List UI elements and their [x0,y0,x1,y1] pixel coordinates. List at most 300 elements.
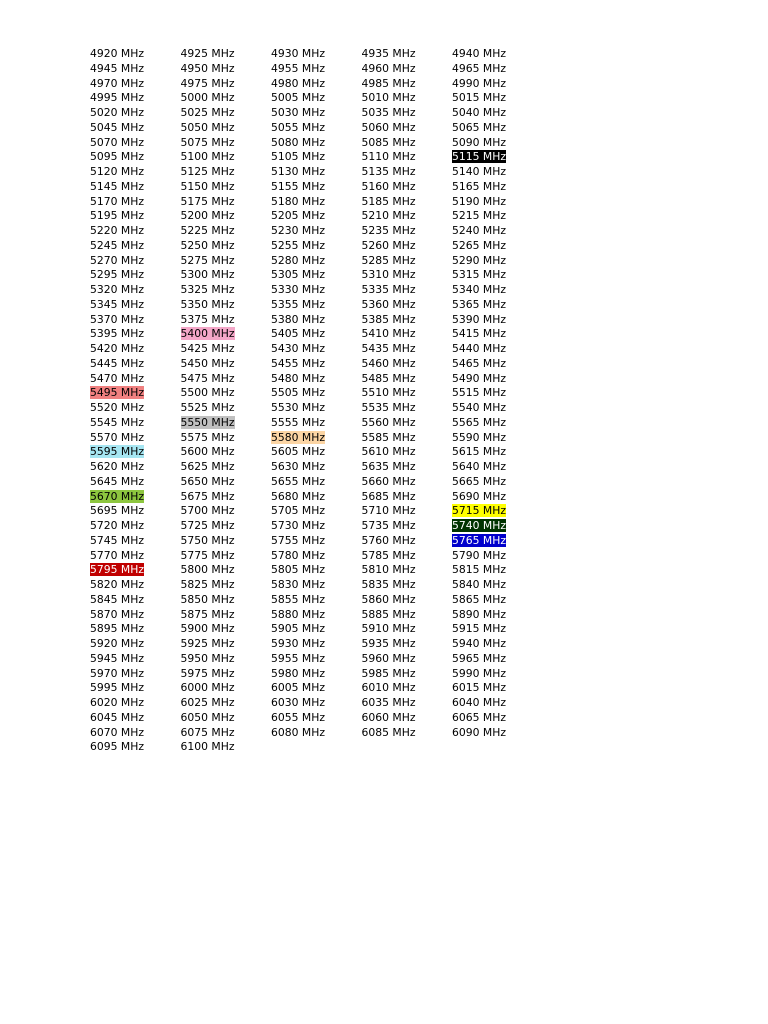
frequency-cell [90,518,181,533]
frequency-label: 5040 MHz [452,106,507,119]
frequency-cell [362,326,453,341]
frequency-label: 5990 MHz [452,666,507,680]
frequency-cell [90,341,181,356]
frequency-cell [271,636,362,651]
frequency-label: 5100 MHz [180,150,235,164]
frequency-label: 5875 MHz [180,607,235,621]
frequency-label: 5605 MHz [271,445,326,459]
frequency-cell [271,267,362,282]
frequency-cell [271,149,362,164]
frequency-label: 5615 MHz [452,445,507,459]
frequency-cell [271,312,362,327]
frequency-cell [181,666,272,681]
frequency-label: 5020 MHz [90,106,145,119]
frequency-label: 5535 MHz [361,401,416,414]
frequency-label: 6030 MHz [271,696,326,709]
frequency-label: 5085 MHz [361,135,416,149]
frequency-label: 5330 MHz [271,283,326,296]
frequency-cell [90,105,181,120]
frequency-cell [362,267,453,282]
frequency-cell [271,135,362,150]
frequency-label: 5215 MHz [452,209,507,223]
frequency-label: 5995 MHz [90,681,145,695]
frequency-cell [362,135,453,150]
frequency-cell [452,651,543,666]
highlighted-frequency-label: 5595 MHz [90,445,145,459]
frequency-label: 5390 MHz [452,312,507,326]
frequency-label: 5840 MHz [452,578,507,591]
frequency-cell [90,607,181,622]
frequency-label: 5345 MHz [90,297,145,311]
frequency-cell [452,430,543,445]
frequency-cell [181,607,272,622]
frequency-label: 5560 MHz [361,415,416,429]
frequency-cell [362,725,453,740]
frequency-cell [452,326,543,341]
frequency-label: 5005 MHz [271,91,326,105]
frequency-cell [271,208,362,223]
frequency-cell [362,518,453,533]
frequency-cell [362,562,453,577]
frequency-cell [452,120,543,135]
frequency-cell [90,562,181,577]
frequency-cell [452,474,543,489]
frequency-cell [181,415,272,430]
frequency-label: 5870 MHz [90,607,145,621]
frequency-label: 4935 MHz [361,47,416,60]
frequency-cell [362,356,453,371]
frequency-label: 5530 MHz [271,401,326,414]
frequency-cell [452,444,543,459]
frequency-label: 6065 MHz [452,710,507,724]
frequency-cell [362,621,453,636]
frequency-cell [90,90,181,105]
frequency-label: 5255 MHz [271,238,326,252]
frequency-label: 5645 MHz [90,474,145,488]
frequency-cell [271,430,362,445]
frequency-label: 5410 MHz [361,327,416,341]
frequency-cell [362,208,453,223]
frequency-label: 5690 MHz [452,489,507,503]
frequency-cell [90,592,181,607]
frequency-cell [362,223,453,238]
frequency-label: 4995 MHz [90,91,145,105]
frequency-cell [271,577,362,592]
frequency-cell [452,489,543,504]
frequency-label: 5835 MHz [361,578,416,591]
frequency-label: 5890 MHz [452,607,507,621]
frequency-cell [181,238,272,253]
frequency-cell [181,135,272,150]
frequency-label: 4965 MHz [452,61,507,75]
frequency-label: 4950 MHz [180,61,235,75]
frequency-label: 5555 MHz [271,415,326,429]
frequency-label: 5780 MHz [271,548,326,562]
frequency-label: 5945 MHz [90,651,145,665]
frequency-label: 5695 MHz [90,504,145,518]
frequency-label: 5395 MHz [90,327,145,341]
frequency-cell [181,267,272,282]
frequency-label: 6080 MHz [271,725,326,739]
highlighted-frequency-label: 5550 MHz [180,415,235,429]
frequency-label: 5880 MHz [271,607,326,621]
frequency-cell [271,385,362,400]
frequency-label: 4970 MHz [90,76,145,90]
frequency-cell [452,76,543,91]
frequency-cell [181,459,272,474]
frequency-cell [181,326,272,341]
frequency-cell [181,444,272,459]
frequency-cell [271,46,362,61]
frequency-cell [181,474,272,489]
frequency-label: 5320 MHz [90,283,145,296]
frequency-label: 5015 MHz [452,91,507,105]
frequency-label: 5610 MHz [361,445,416,459]
highlighted-frequency-label: 5115 MHz [452,150,507,164]
frequency-cell [452,503,543,518]
frequency-label: 5195 MHz [90,209,145,223]
highlighted-frequency-label: 5495 MHz [90,386,145,400]
frequency-cell [181,518,272,533]
frequency-cell [90,164,181,179]
frequency-label: 4990 MHz [452,76,507,90]
frequency-label: 5630 MHz [271,460,326,473]
frequency-label: 5180 MHz [271,194,326,208]
frequency-cell [181,621,272,636]
frequency-cell [452,164,543,179]
frequency-cell [362,400,453,415]
frequency-label: 5150 MHz [180,179,235,193]
frequency-cell [90,326,181,341]
frequency-label: 5260 MHz [361,238,416,252]
frequency-cell [452,267,543,282]
frequency-cell [181,208,272,223]
frequency-cell [362,46,453,61]
frequency-label: 4980 MHz [271,76,326,90]
frequency-cell [362,592,453,607]
frequency-cell [181,430,272,445]
frequency-cell [362,533,453,548]
frequency-cell [452,415,543,430]
frequency-label: 4940 MHz [452,47,507,60]
frequency-cell [362,548,453,563]
frequency-cell [181,503,272,518]
frequency-cell [362,459,453,474]
frequency-cell [90,208,181,223]
frequency-cell [271,90,362,105]
frequency-cell [90,238,181,253]
frequency-cell [452,208,543,223]
frequency-cell [271,61,362,76]
frequency-cell [452,90,543,105]
frequency-label: 5425 MHz [180,342,235,355]
frequency-label: 5970 MHz [90,666,145,680]
frequency-cell [362,695,453,710]
frequency-cell [271,459,362,474]
frequency-cell [90,385,181,400]
frequency-label: 6045 MHz [90,710,145,724]
frequency-cell [90,267,181,282]
frequency-cell [452,695,543,710]
frequency-cell [452,459,543,474]
frequency-label: 5060 MHz [361,120,416,134]
frequency-label: 5420 MHz [90,342,145,355]
frequency-label: 5760 MHz [361,533,416,547]
frequency-cell [90,636,181,651]
frequency-label: 5960 MHz [361,651,416,665]
frequency-cell [271,223,362,238]
frequency-cell [90,695,181,710]
frequency-label: 5430 MHz [271,342,326,355]
frequency-label: 5210 MHz [361,209,416,223]
frequency-label: 5000 MHz [180,91,235,105]
frequency-label: 5980 MHz [271,666,326,680]
frequency-label: 5365 MHz [452,297,507,311]
frequency-cell [181,533,272,548]
frequency-label: 5515 MHz [452,386,507,400]
frequency-cell [362,607,453,622]
frequency-label: 5675 MHz [180,489,235,503]
frequency-label: 4945 MHz [90,61,145,75]
frequency-cell [181,46,272,61]
frequency-cell [181,149,272,164]
frequency-cell [90,725,181,740]
frequency-cell [362,282,453,297]
frequency-cell [271,400,362,415]
frequency-label: 5570 MHz [90,430,145,444]
frequency-label: 5985 MHz [361,666,416,680]
frequency-label: 5910 MHz [361,622,416,636]
frequency-label: 5235 MHz [361,224,416,237]
frequency-cell [271,548,362,563]
frequency-label: 5865 MHz [452,592,507,606]
frequency-label: 6035 MHz [361,696,416,709]
frequency-label: 5620 MHz [90,460,145,473]
frequency-cell [362,385,453,400]
frequency-label: 5500 MHz [180,386,235,400]
frequency-cell [90,223,181,238]
frequency-cell [271,592,362,607]
frequency-label: 4975 MHz [180,76,235,90]
frequency-label: 6015 MHz [452,681,507,695]
frequency-cell [90,415,181,430]
frequency-label: 5065 MHz [452,120,507,134]
frequency-cell [452,149,543,164]
frequency-label: 5105 MHz [271,150,326,164]
frequency-cell [362,430,453,445]
frequency-cell [271,695,362,710]
frequency-label: 5055 MHz [271,120,326,134]
frequency-label: 5480 MHz [271,371,326,385]
frequency-cell [362,120,453,135]
frequency-cell [181,371,272,386]
frequency-cell [271,76,362,91]
frequency-cell [181,341,272,356]
frequency-label: 5290 MHz [452,253,507,267]
frequency-label: 5380 MHz [271,312,326,326]
frequency-cell [181,636,272,651]
frequency-label: 5855 MHz [271,592,326,606]
frequency-cell [90,371,181,386]
frequency-cell [271,120,362,135]
frequency-cell [90,459,181,474]
frequency-label: 5885 MHz [361,607,416,621]
frequency-cell [90,503,181,518]
frequency-label: 5295 MHz [90,268,145,282]
frequency-cell [452,400,543,415]
frequency-cell [271,680,362,695]
frequency-label: 6050 MHz [180,710,235,724]
frequency-label: 5275 MHz [180,253,235,267]
frequency-label: 5405 MHz [271,327,326,341]
frequency-label: 5475 MHz [180,371,235,385]
frequency-label: 5465 MHz [452,356,507,370]
frequency-label: 5315 MHz [452,268,507,282]
frequency-label: 5930 MHz [271,637,326,650]
frequency-label: 5505 MHz [271,386,326,400]
frequency-label: 5755 MHz [271,533,326,547]
frequency-cell [181,562,272,577]
frequency-label: 5850 MHz [180,592,235,606]
frequency-label: 5730 MHz [271,519,326,532]
frequency-cell [362,179,453,194]
frequency-label: 5710 MHz [361,504,416,518]
frequency-label: 6005 MHz [271,681,326,695]
frequency-cell [362,312,453,327]
frequency-cell [452,577,543,592]
frequency-label: 5075 MHz [180,135,235,149]
highlighted-frequency-label: 5715 MHz [452,504,507,518]
frequency-cell [90,253,181,268]
frequency-cell [362,238,453,253]
frequency-cell [452,105,543,120]
frequency-label: 5750 MHz [180,533,235,547]
frequency-label: 6085 MHz [361,725,416,739]
frequency-label: 5700 MHz [180,504,235,518]
frequency-cell [271,105,362,120]
frequency-label: 4955 MHz [271,61,326,75]
frequency-label: 5050 MHz [180,120,235,134]
frequency-cell [452,179,543,194]
frequency-cell [271,194,362,209]
frequency-label: 5935 MHz [361,637,416,650]
frequency-cell [452,533,543,548]
frequency-cell [452,61,543,76]
frequency-cell [452,135,543,150]
frequency-cell [181,105,272,120]
frequency-cell [452,680,543,695]
frequency-label: 5925 MHz [180,637,235,650]
frequency-label: 5590 MHz [452,430,507,444]
frequency-label: 5920 MHz [90,637,145,650]
frequency-label: 5035 MHz [361,106,416,119]
frequency-cell [362,415,453,430]
frequency-cell [271,326,362,341]
frequency-cell [181,577,272,592]
frequency-cell [452,592,543,607]
frequency-label: 5660 MHz [361,474,416,488]
frequency-cell [181,710,272,725]
frequency-label: 5080 MHz [271,135,326,149]
frequency-cell [452,341,543,356]
frequency-label: 5860 MHz [361,592,416,606]
frequency-cell [90,312,181,327]
frequency-cell [90,680,181,695]
frequency-label: 5725 MHz [180,519,235,532]
frequency-cell [90,120,181,135]
frequency-cell [362,371,453,386]
frequency-cell [452,548,543,563]
frequency-cell [362,680,453,695]
frequency-label: 5305 MHz [271,268,326,282]
frequency-cell [452,385,543,400]
frequency-label: 6010 MHz [361,681,416,695]
frequency-cell [181,592,272,607]
frequency-label: 5450 MHz [180,356,235,370]
frequency-cell [271,371,362,386]
frequency-cell [90,444,181,459]
frequency-label: 5950 MHz [180,651,235,665]
frequency-label: 5650 MHz [180,474,235,488]
frequency-label: 5205 MHz [271,209,326,223]
frequency-cell [181,385,272,400]
frequency-label: 5900 MHz [180,622,235,636]
frequency-label: 5720 MHz [90,519,145,532]
frequency-label: 5940 MHz [452,637,507,650]
frequency-label: 5160 MHz [361,179,416,193]
frequency-cell [181,61,272,76]
frequency-cell [452,312,543,327]
frequency-cell [181,400,272,415]
frequency-cell [271,297,362,312]
frequency-label: 5335 MHz [361,283,416,296]
frequency-label: 5445 MHz [90,356,145,370]
frequency-label: 5680 MHz [271,489,326,503]
frequency-label: 5510 MHz [361,386,416,400]
frequency-cell [362,164,453,179]
frequency-label: 5440 MHz [452,342,507,355]
frequency-cell [271,474,362,489]
frequency-label: 5340 MHz [452,283,507,296]
frequency-label: 5280 MHz [271,253,326,267]
frequency-label: 6025 MHz [180,696,235,709]
frequency-label: 5120 MHz [90,165,145,178]
frequency-cell [90,489,181,504]
frequency-label: 5915 MHz [452,622,507,636]
frequency-cell [362,149,453,164]
frequency-label: 5705 MHz [271,504,326,518]
frequency-cell [181,194,272,209]
frequency-label: 5285 MHz [361,253,416,267]
frequency-cell [271,489,362,504]
frequency-cell [452,223,543,238]
frequency-cell [271,356,362,371]
frequency-label: 5685 MHz [361,489,416,503]
frequency-label: 5140 MHz [452,165,507,178]
frequency-label: 5155 MHz [271,179,326,193]
frequency-cell [181,297,272,312]
frequency-label: 5665 MHz [452,474,507,488]
frequency-label: 5490 MHz [452,371,507,385]
frequency-label: 5135 MHz [361,165,416,178]
frequency-label: 5230 MHz [271,224,326,237]
frequency-cell [452,282,543,297]
frequency-cell [181,312,272,327]
frequency-cell [452,371,543,386]
frequency-cell [90,474,181,489]
frequency-label: 6100 MHz [180,740,235,754]
frequency-label: 5540 MHz [452,401,507,414]
